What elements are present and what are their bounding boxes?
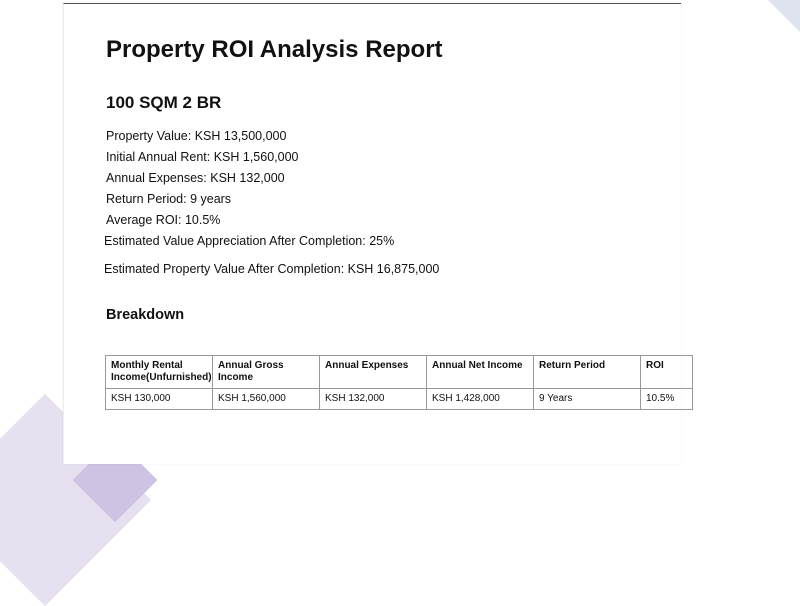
value-appreciation-line: Estimated Value Appreciation After Completion: 25% [104,234,395,248]
cell-return-period: 9 Years [534,389,641,410]
breakdown-heading: Breakdown [106,307,185,323]
property-value-line: Property Value: KSH 13,500,000 [106,129,287,143]
cell-annual-gross-income: KSH 1,560,000 [213,389,320,410]
header-annual-expenses: Annual Expenses [320,356,427,389]
property-subtitle: 100 SQM 2 BR [106,93,222,112]
corner-decoration-top-right [768,0,800,32]
cell-annual-net-income: KSH 1,428,000 [427,389,534,410]
cell-roi: 10.5% [641,389,693,410]
average-roi-line: Average ROI: 10.5% [106,213,221,227]
table-header-row [106,356,693,389]
initial-annual-rent-line: Initial Annual Rent: KSH 1,560,000 [106,150,299,164]
return-period-line: Return Period: 9 years [106,192,232,206]
table-row [106,389,693,410]
cell-monthly-rental-income: KSH 130,000 [106,389,213,410]
header-annual-net-income: Annual Net Income [427,356,534,389]
header-annual-gross-income: Annual Gross Income [213,356,320,389]
breakdown-table [105,355,693,410]
annual-expenses-line: Annual Expenses: KSH 132,000 [106,171,285,185]
estimated-property-value-line: Estimated Property Value After Completion: KSH 16,875,000 [104,262,440,276]
header-roi: ROI [641,356,693,389]
document-page [63,3,681,464]
header-return-period: Return Period [534,356,641,389]
header-monthly-rental-income: Monthly Rental Income(Unfurnished) [106,356,213,389]
report-title: Property ROI Analysis Report [106,36,443,63]
cell-annual-expenses: KSH 132,000 [320,389,427,410]
